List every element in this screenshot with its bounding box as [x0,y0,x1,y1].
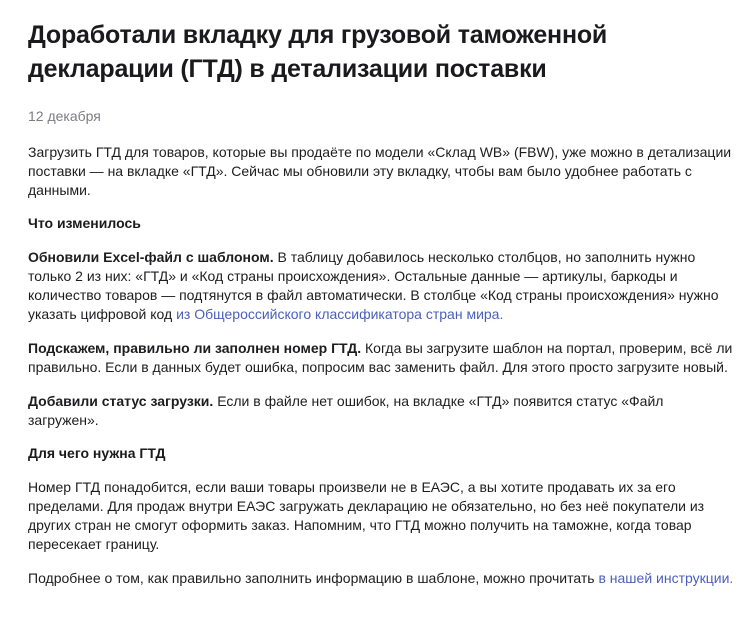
intro-paragraph: Загрузить ГТД для товаров, которые вы продаёте по модели «Склад WB» (FBW), уже можно в детализации поставки — на вкладке «ГТД». Сейчас мы обновили эту вкладку, чтобы вам было удобнее работать с данными. [28,144,732,198]
instruction-link[interactable]: в нашей инструкции. [598,570,734,586]
country-classifier-link[interactable]: из Общероссийского классификатора стран мира. [176,306,504,322]
section-heading-why-gtd: Для чего нужна ГТД [28,445,166,461]
paragraph-upload-status-lead: Добавили статус загрузки. [28,393,214,409]
paragraph-upload-status [28,392,736,430]
article-title: Доработали вкладку для грузовой таможенной декларации (ГТД) в детализации поставки [28,21,608,83]
paragraph-more-info [28,569,736,588]
paragraph-excel-template [28,248,736,324]
paragraph-gtd-check-text: Когда вы загрузите шаблон на портал, проверим, всё ли правильно. Если в данных будет ошибка, попросим вас заменить файл. Для этого просто загрузите новый. [28,340,733,375]
paragraph-gtd-check-lead: Подскажем, правильно ли заполнен номер ГТД. [28,340,362,356]
article-date: 12 декабря [28,108,101,124]
paragraph-why-gtd: Номер ГТД понадобится, если ваши товары произвели не в ЕАЭС, а вы хотите продавать их за его пределами. Для продаж внутри ЕАЭС загружать декларацию не обязательно, но без неё покупатели из других стран не смогут оформить заказ. Напомним, что ГТД можно получить на таможне, когда товар пересекает границу. [28,479,705,552]
paragraph-upload-status-text: Если в файле нет ошибок, на вкладке «ГТД» появится статус «Файл загружен». [28,393,664,428]
paragraph-gtd-check [28,339,736,377]
paragraph-excel-template-text: В таблицу добавилось несколько столбцов, но заполнить нужно только 2 из них: «ГТД» и «Код страны происхождения». Остальные данные — артикулы, баркоды и количество товаров — подтянутся в файл автоматически. В столбце «Код страны происхождения» нужно указать цифровой код [28,249,719,322]
paragraph-excel-template-lead: Обновили Excel-файл с шаблоном. [28,249,274,265]
paragraph-more-info-text: Подробнее о том, как правильно заполнить информацию в шаблоне, можно прочитать [28,570,599,586]
section-heading-changes: Что изменилось [28,215,141,231]
